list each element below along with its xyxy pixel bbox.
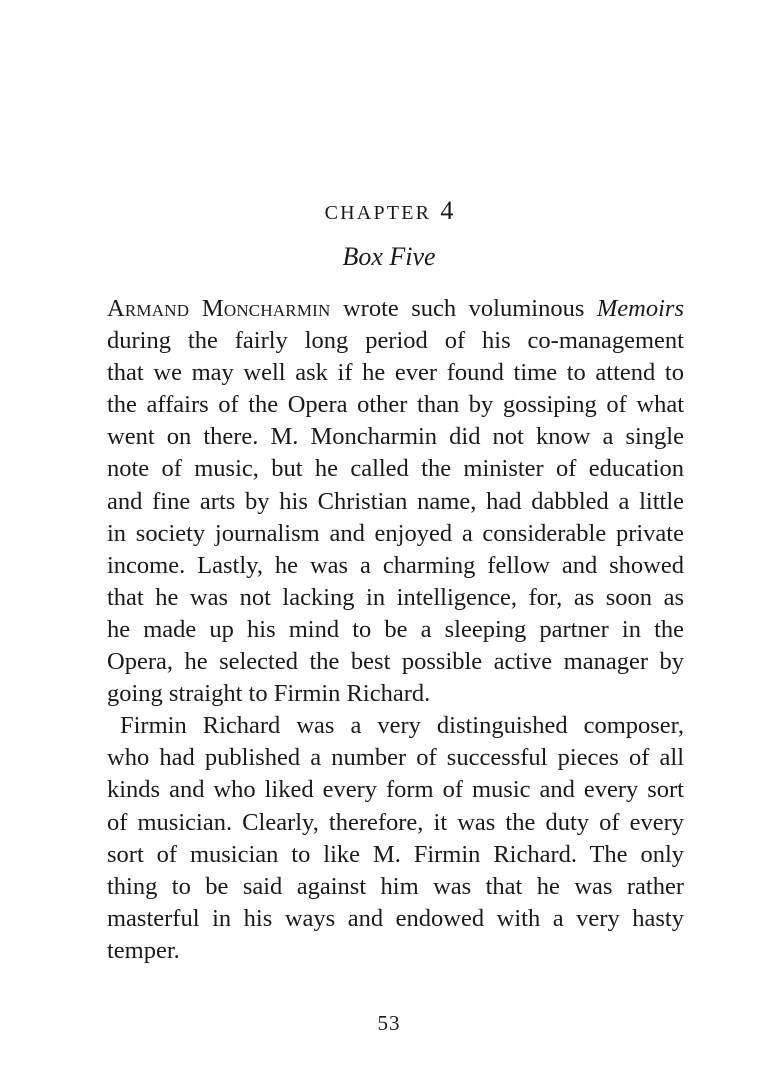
text-line: who had published a number of successful pieces of all xyxy=(107,744,684,772)
text-line: he made up his mind to be a sleeping partner in the xyxy=(107,615,684,643)
text-line: thing to be said against him was that he was rather xyxy=(107,872,684,900)
text-line: kinds and who liked every form of music and every sort xyxy=(107,776,684,804)
opening-small-caps: Armand Moncharmin xyxy=(107,295,331,322)
opening-line xyxy=(107,293,684,325)
text-line: and fine arts by his Christian name, had dabbled a little xyxy=(107,487,684,515)
paragraph-2 xyxy=(107,710,684,967)
text-line: Opera, he selected the best possible active manager by xyxy=(107,648,684,676)
text-line: during the fairly long period of his co-management xyxy=(107,327,684,355)
chapter-title: Box Five xyxy=(342,242,436,271)
chapter-number: 4 xyxy=(440,196,454,225)
text-line: that he was not lacking in intelligence, for, as soon as xyxy=(107,583,684,611)
text-line: masterful in his ways and endowed with a very hasty xyxy=(107,904,684,932)
text-line: the affairs of the Opera other than by gossiping of what xyxy=(107,391,684,419)
page-number: 53 xyxy=(377,1011,401,1035)
text-line: of musician. Clearly, therefore, it was the duty of every xyxy=(107,808,684,836)
text-line: that we may well ask if he ever found time to attend to xyxy=(107,359,684,387)
text-line: Firmin Richard was a very distinguished composer, xyxy=(120,712,684,740)
text-line: in society journalism and enjoyed a considerable private xyxy=(107,519,684,547)
opening-italic: Memoirs xyxy=(596,295,684,322)
body-text xyxy=(107,293,684,967)
text-line: going straight to Firmin Richard. xyxy=(107,680,431,708)
text-line: sort of musician to like M. Firmin Richard. The only xyxy=(107,840,684,868)
opening-text: wrote such voluminous xyxy=(330,295,597,322)
text-line: went on there. M. Moncharmin did not know a single xyxy=(107,423,684,451)
chapter-label: CHAPTER xyxy=(324,202,432,224)
paragraph-1 xyxy=(107,325,684,710)
chapter-heading xyxy=(0,196,778,228)
text-line: income. Lastly, he was a charming fellow and showed xyxy=(107,551,684,579)
text-line: note of music, but he called the minister of education xyxy=(107,455,684,483)
text-line: temper. xyxy=(107,936,180,964)
